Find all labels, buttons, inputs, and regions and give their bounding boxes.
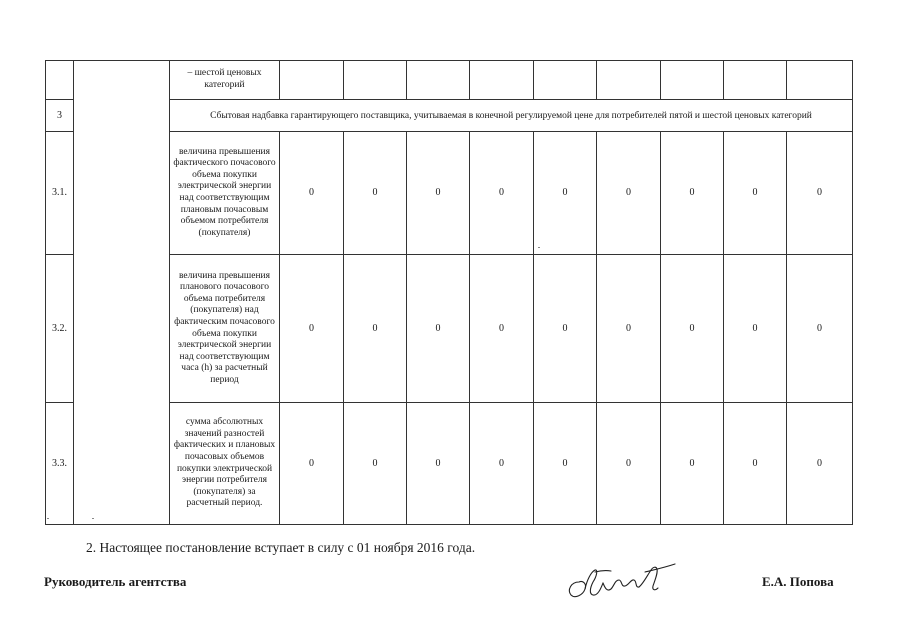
scan-speck	[538, 247, 540, 248]
row-description: величина превышения планового почасового объема потребителя (покупателя) над фактическим почасового объема покупки электрической энергии над соответствующим часа (h) за расчетный период	[170, 255, 280, 403]
value-cell: 0	[534, 132, 597, 255]
value-cell	[787, 61, 853, 100]
row-description: – шестой ценовых категорий	[170, 61, 280, 100]
value-cell: 0	[597, 255, 661, 403]
row-number: 3.1.	[46, 132, 74, 255]
section-heading: Сбытовая надбавка гарантирующего поставщика, учитываемая в конечной регулируемой цене для потребителей пятой и шестой ценовых категорий	[170, 100, 853, 132]
value-cell	[407, 61, 470, 100]
value-cell: 0	[787, 403, 853, 525]
value-cell: 0	[344, 403, 407, 525]
value-cell: 0	[280, 255, 344, 403]
value-cell: 0	[724, 255, 787, 403]
row-number: 3.2.	[46, 255, 74, 403]
value-cell: 0	[597, 403, 661, 525]
value-cell: 0	[597, 132, 661, 255]
value-cell: 0	[407, 403, 470, 525]
category-cell	[74, 61, 170, 525]
value-cell	[470, 61, 534, 100]
value-cell: 0	[407, 132, 470, 255]
value-cell: 0	[407, 255, 470, 403]
value-cell: 0	[534, 255, 597, 403]
value-cell: 0	[724, 132, 787, 255]
value-cell	[280, 61, 344, 100]
value-cell: 0	[661, 403, 724, 525]
value-cell: 0	[787, 132, 853, 255]
handwritten-signature	[565, 558, 680, 603]
row-description: величина превышения фактического почасового объема покупки электрической энергии над соответствующим плановым почасовым объемом потребителя (покупателя)	[170, 132, 280, 255]
value-cell: 0	[787, 255, 853, 403]
value-cell: 0	[280, 132, 344, 255]
value-cell	[534, 61, 597, 100]
row-number-cell	[46, 61, 74, 100]
value-cell: 0	[724, 403, 787, 525]
value-cell: 0	[661, 132, 724, 255]
signatory-name: Е.А. Попова	[762, 574, 834, 589]
value-cell: 0	[534, 403, 597, 525]
scan-speck	[47, 518, 49, 519]
value-cell: 0	[344, 255, 407, 403]
value-cell: 0	[344, 132, 407, 255]
value-cell: 0	[661, 255, 724, 403]
value-cell	[597, 61, 661, 100]
signatory-position: Руководитель агентства	[44, 574, 187, 589]
table-row	[46, 61, 853, 100]
value-cell	[724, 61, 787, 100]
scan-speck	[92, 518, 94, 519]
effective-date-clause: 2. Настоящее постановление вступает в силу с 01 ноября 2016 года.	[86, 540, 476, 555]
value-cell	[661, 61, 724, 100]
value-cell: 0	[280, 403, 344, 525]
value-cell	[344, 61, 407, 100]
row-number: 3.3.	[46, 403, 74, 525]
row-description: сумма абсолютных значений разностей фактических и плановых почасовых объемов покупки электрической энергии потребителя (покупателя) за расчетный период.	[170, 403, 280, 525]
value-cell: 0	[470, 132, 534, 255]
value-cell: 0	[470, 403, 534, 525]
row-number: 3	[46, 100, 74, 132]
value-cell: 0	[470, 255, 534, 403]
tariff-table	[45, 60, 853, 525]
